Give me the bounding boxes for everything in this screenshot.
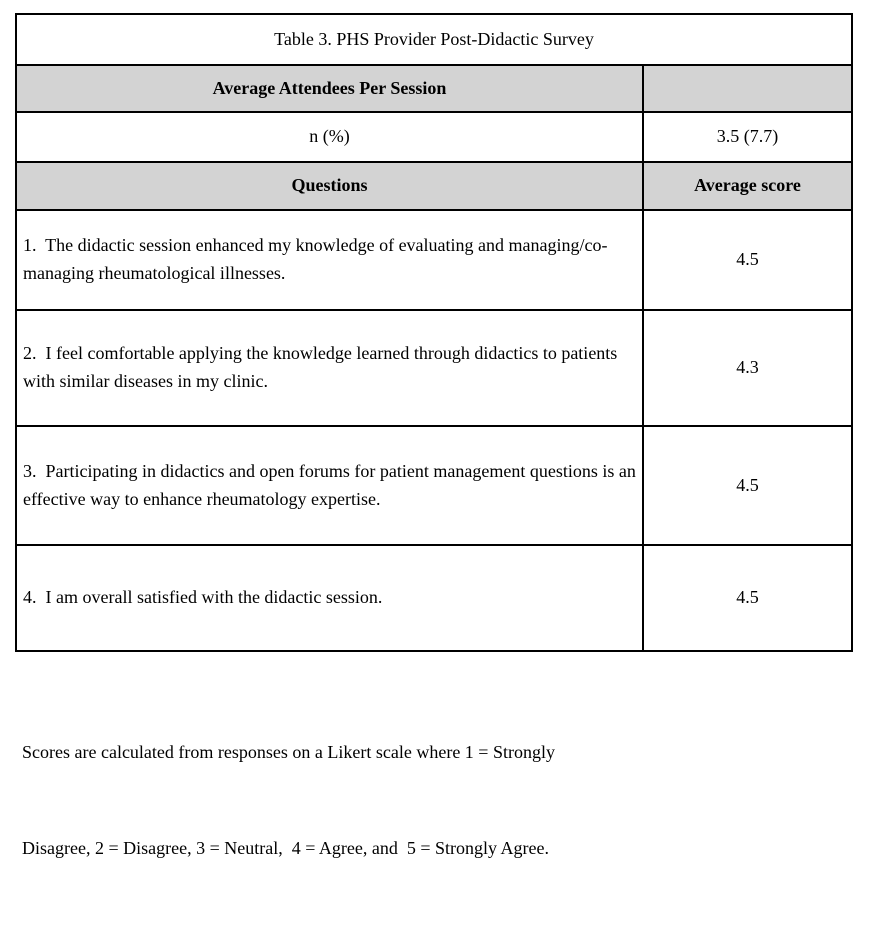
attendees-stat-label: n (%) bbox=[16, 112, 643, 162]
attendees-header-row bbox=[16, 65, 852, 112]
attendees-heading: Average Attendees Per Session bbox=[16, 65, 643, 112]
question-text-4: 4. I am overall satisfied with the didactic session. bbox=[16, 545, 643, 651]
question-text-3: 3. Participating in didactics and open forums for patient management questions is an effective way to enhance rheumatology expertise. bbox=[16, 426, 643, 545]
table-title-row bbox=[16, 14, 852, 65]
attendees-stat-value: 3.5 (7.7) bbox=[643, 112, 852, 162]
survey-table bbox=[15, 13, 853, 652]
question-score-3: 4.5 bbox=[643, 426, 852, 545]
question-row-1 bbox=[16, 210, 852, 310]
question-score-1: 4.5 bbox=[643, 210, 852, 310]
footnote-line-1: Scores are calculated from responses on a Likert scale where 1 = Strongly bbox=[22, 742, 555, 762]
question-text-2: 2. I feel comfortable applying the knowledge learned through didactics to patients with similar diseases in my clinic. bbox=[16, 310, 643, 426]
attendees-empty-cell bbox=[643, 65, 852, 112]
question-text-1: 1. The didactic session enhanced my knowledge of evaluating and managing/co-managing rheumatological illnesses. bbox=[16, 210, 643, 310]
score-column-header: Average score bbox=[643, 162, 852, 210]
likert-scale-footnote bbox=[22, 672, 702, 928]
question-row-2 bbox=[16, 310, 852, 426]
question-score-2: 4.3 bbox=[643, 310, 852, 426]
question-row-3 bbox=[16, 426, 852, 545]
column-header-row bbox=[16, 162, 852, 210]
question-row-4 bbox=[16, 545, 852, 651]
question-score-4: 4.5 bbox=[643, 545, 852, 651]
questions-column-header: Questions bbox=[16, 162, 643, 210]
footnote-line-2: Disagree, 2 = Disagree, 3 = Neutral, 4 = Agree, and 5 = Strongly Agree. bbox=[22, 838, 549, 858]
table-title: Table 3. PHS Provider Post-Didactic Survey bbox=[16, 14, 852, 65]
attendees-value-row bbox=[16, 112, 852, 162]
